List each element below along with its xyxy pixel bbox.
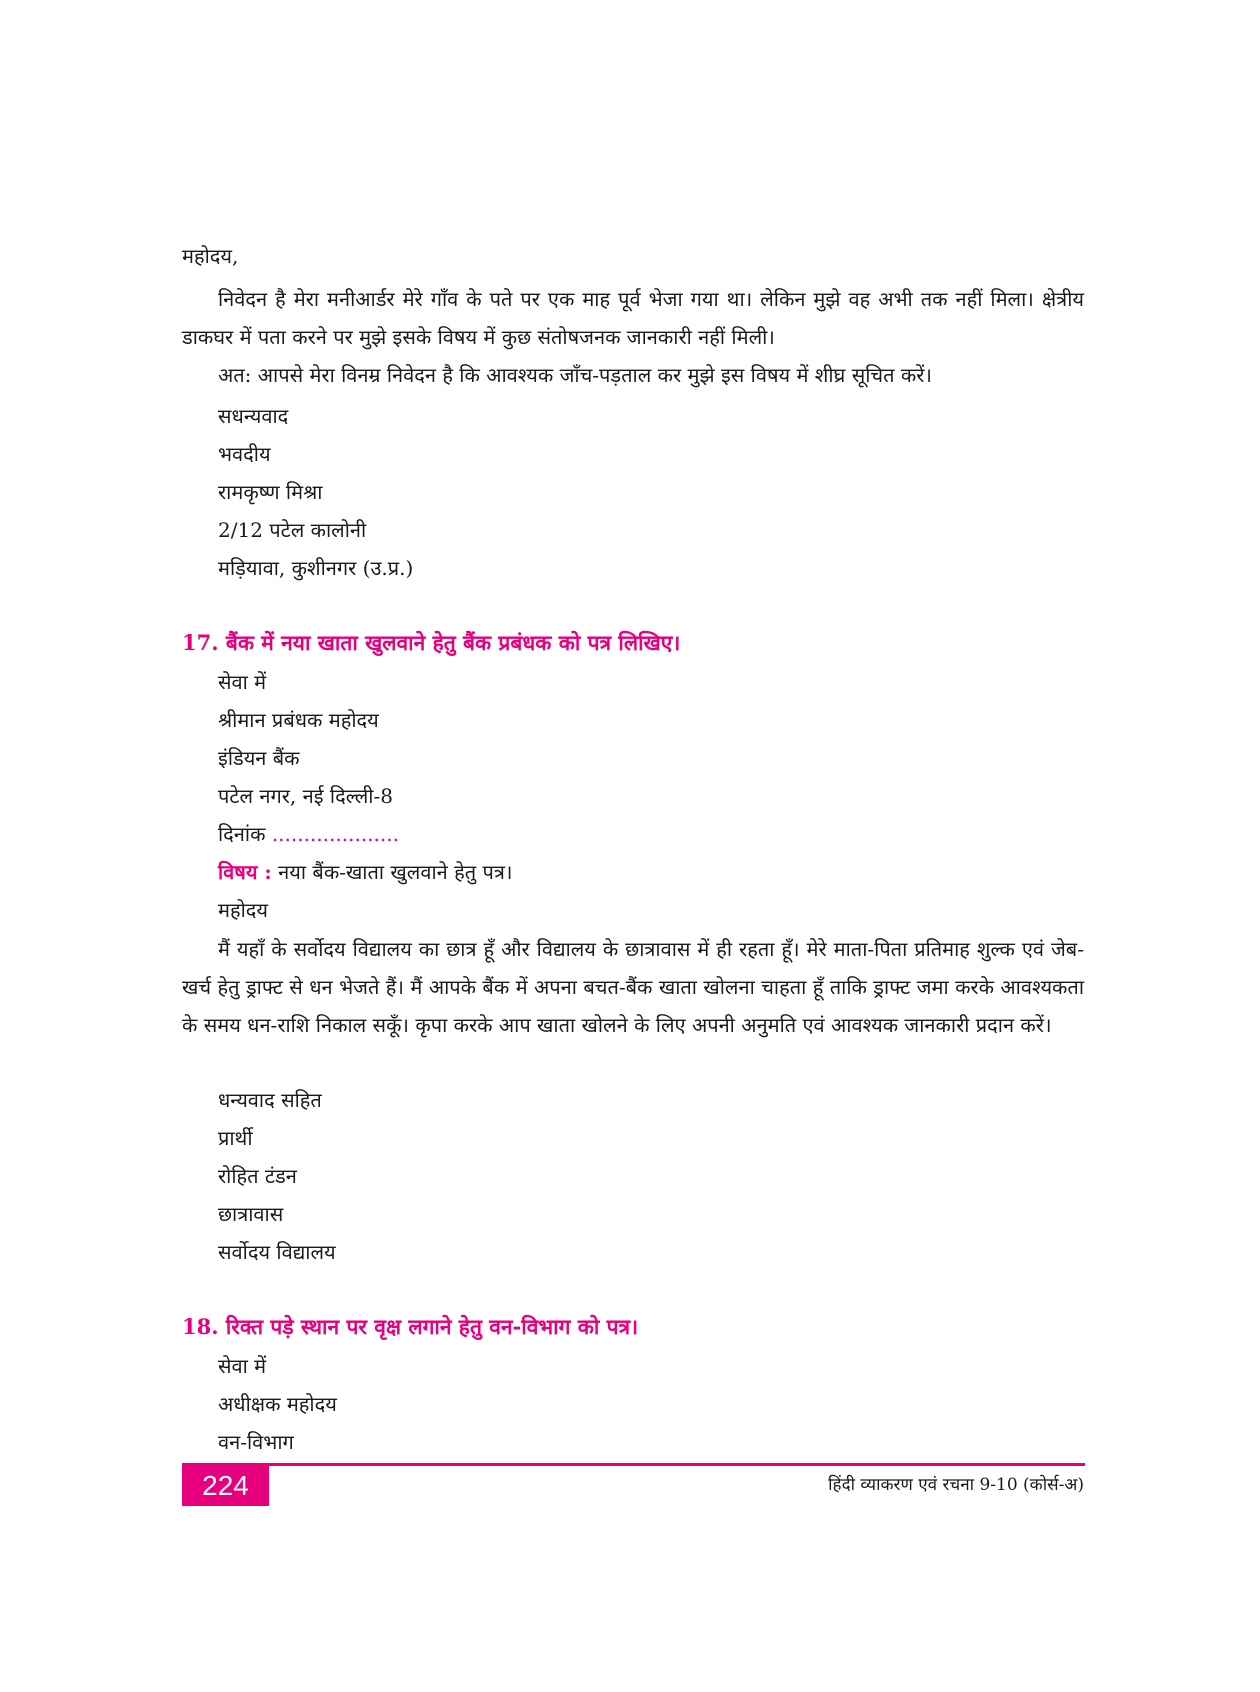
q17-recipient: श्रीमान प्रबंधक महोदय xyxy=(218,708,379,732)
q17-applicant-label: प्रार्थी xyxy=(218,1126,253,1150)
q17-bank-place: पटेल नगर, नई दिल्ली-8 xyxy=(218,784,393,808)
q17-subject-line xyxy=(218,858,512,886)
letter16-body-paragraph-1: निवेदन है मेरा मनीआर्डर मेरे गाँव के पते पर एक माह पूर्व भेजा गया था। लेकिन मुझे वह अभी तक नहीं मिला। क्षेत्रीय डाकघर में पता करने पर मुझे इसके विषय में कुछ संतोषजनक जानकारी नहीं मिली। xyxy=(182,287,1084,349)
letter16-body-paragraph-2: अत: आपसे मेरा विनम्र निवेदन है कि आवश्यक जाँच-पड़ताल कर मुझे इस विषय में शीघ्र सूचित करें। xyxy=(218,363,933,387)
footer-book-title: हिंदी व्याकरण एवं रचना 9-10 (कोर्स-अ) xyxy=(828,1475,1084,1495)
q17-subject-label: विषय : xyxy=(218,860,272,884)
q17-subject-text: नया बैंक-खाता खुलवाने हेतु पत्र। xyxy=(278,860,513,884)
letter16-closing: सधन्यवाद xyxy=(218,404,289,428)
q17-date-blank: .................... xyxy=(271,822,399,846)
letter16-yours: भवदीय xyxy=(218,442,271,466)
question-18-heading: 18. रिक्त पड़े स्थान पर वृक्ष लगाने हेतु वन-विभाग को पत्र। xyxy=(182,1314,639,1339)
q17-school: सर्वोदय विद्यालय xyxy=(218,1240,336,1264)
letter16-address-line-2: मड़ियावा, कुशीनगर (उ.प्र.) xyxy=(218,556,414,580)
q17-body-paragraph: मैं यहाँ के सर्वोदय विद्यालय का छात्र हूँ और विद्यालय के छात्रावास में ही रहता हूँ। मेरे माता-पिता प्रतिमाह शुल्क एवं जेब-खर्च हेतु ड्राफ्ट से धन भेजते हैं। मैं आपके बैंक में अपना बचत-बैंक खाता खोलना चाहता हूँ ताकि ड्राफ्ट जमा करके आवश्यकता के समय धन-राशि निकाल सकूँ। कृपा करके आप खाता खोलने के लिए अपनी अनुमति एवं आवश्यक जानकारी प्रदान करें। xyxy=(182,937,1084,1037)
letter16-salutation: महोदय, xyxy=(182,244,239,268)
q17-sender-name: रोहित टंडन xyxy=(218,1164,297,1188)
q18-department: वन-विभाग xyxy=(218,1430,294,1454)
q17-date-line xyxy=(218,820,399,848)
letter16-address-line-1: 2/12 पटेल कालोनी xyxy=(218,518,367,542)
q17-salutation: महोदय xyxy=(218,898,268,922)
q17-hostel: छात्रावास xyxy=(218,1202,284,1226)
footer-divider xyxy=(182,1463,1085,1466)
q17-to: सेवा में xyxy=(218,670,267,694)
page-number-badge: 224 xyxy=(182,1466,269,1506)
q17-date-label: दिनांक xyxy=(218,822,266,846)
q18-recipient: अधीक्षक महोदय xyxy=(218,1392,337,1416)
letter16-sender-name: रामकृष्ण मिश्रा xyxy=(218,480,323,504)
q17-bank-name: इंडियन बैंक xyxy=(218,746,300,770)
q18-to: सेवा में xyxy=(218,1354,267,1378)
question-17-heading: 17. बैंक में नया खाता खुलवाने हेतु बैंक प्रबंधक को पत्र लिखिए। xyxy=(182,630,681,655)
q17-closing: धन्यवाद सहित xyxy=(218,1088,322,1112)
